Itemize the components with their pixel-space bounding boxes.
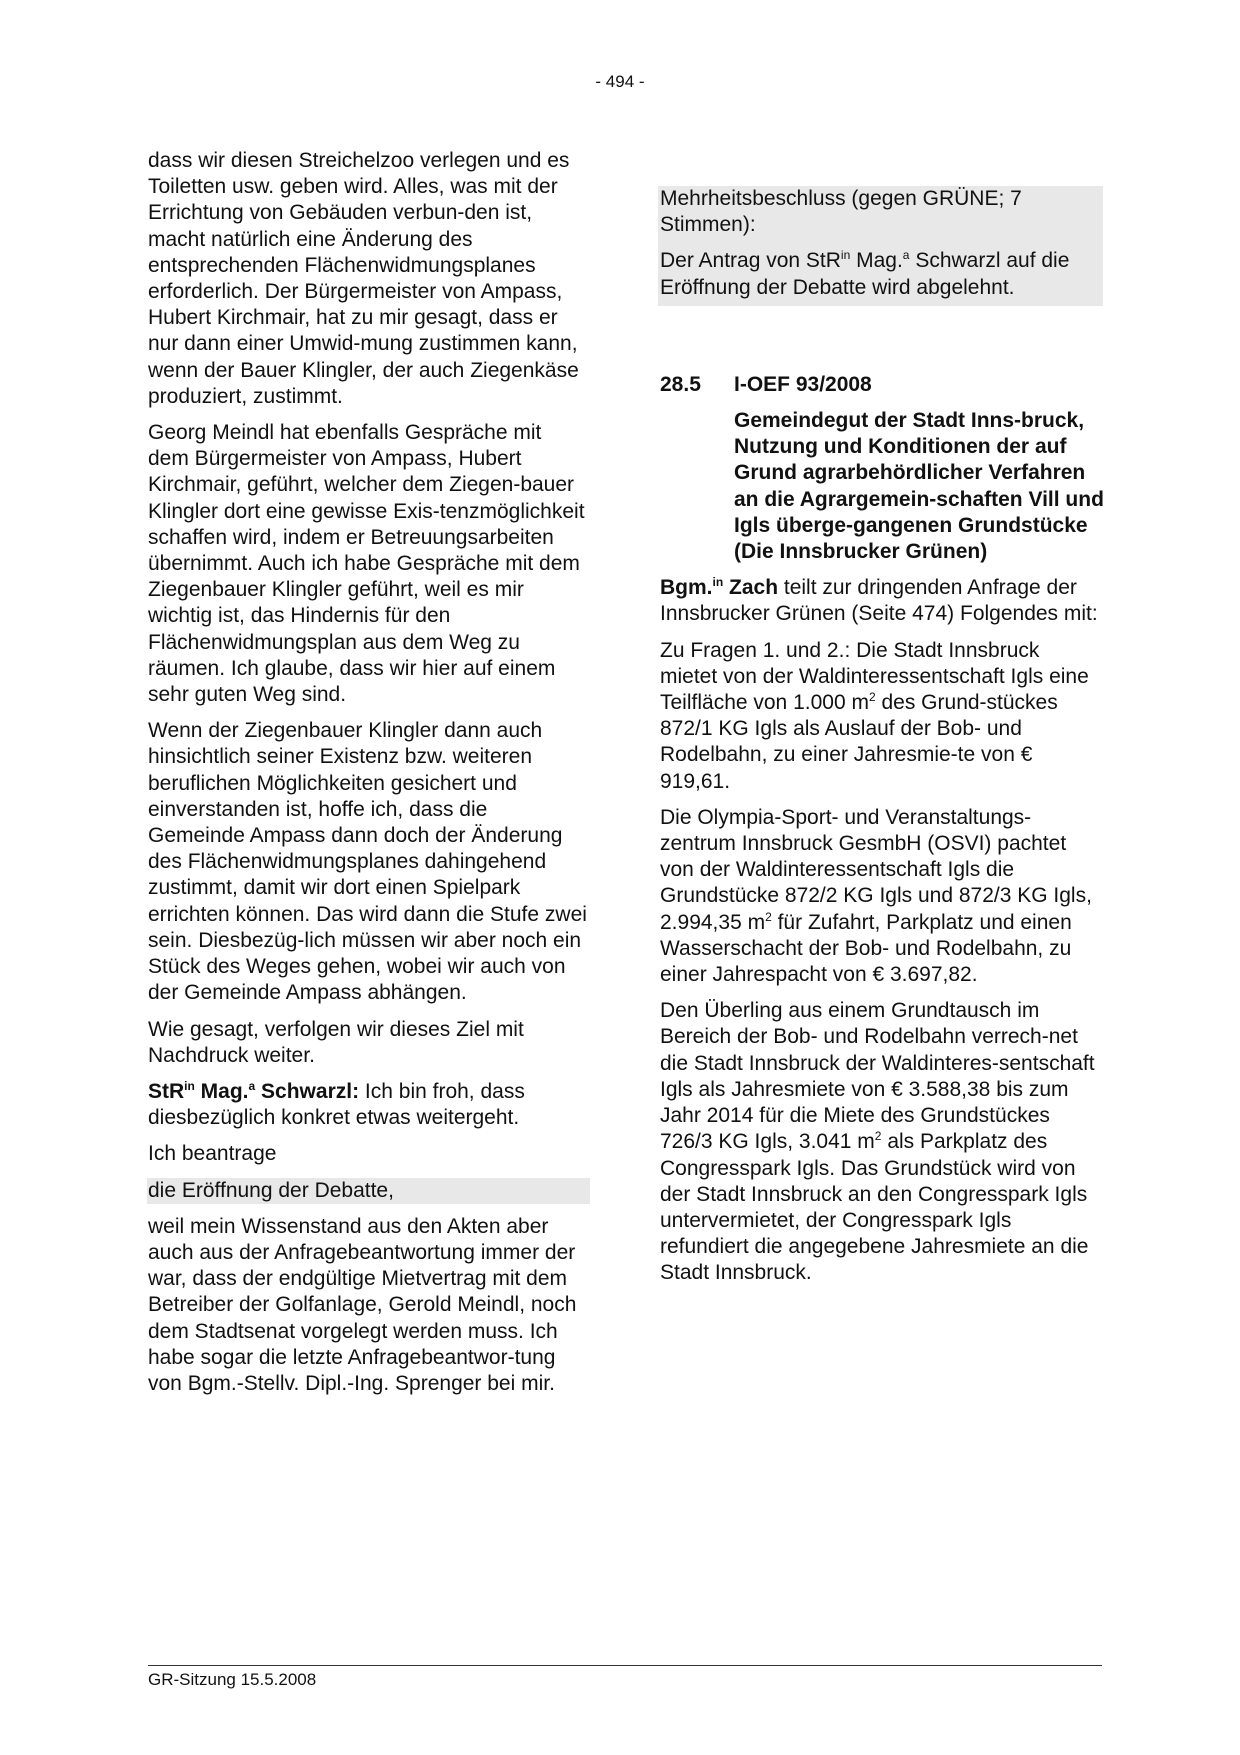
footer-divider [148, 1665, 1102, 1666]
speaker-name: Bgm.$^{in}$ Zach [660, 575, 779, 600]
resolution-text: Mehrheitsbeschluss (gegen GRÜNE; 7 Stimmen): [660, 187, 1022, 237]
right-column [660, 186, 1104, 1297]
agenda-code: I-OEF 93/2008 [734, 372, 872, 396]
paragraph: weil mein Wissenstand aus den Akten aber auch aus der Anfragebeantwortung immer der war, dass der endgültige Mietvertrag mit dem Betreiber der Golfanlage, Gerold Meindl, noch dem Stadtsenat vorgelegt werden muss. Ich habe sogar die letzte Anfragebeantwor-tung von Bgm.-Stellv. Dipl.-Ing. Sprenger bei mir. [148, 1214, 577, 1395]
page-number: - 494 - [595, 72, 645, 91]
agenda-heading [660, 372, 1100, 398]
paragraph: Wenn der Ziegenbauer Klingler dann auch hinsichtlich seiner Existenz bzw. weiteren beruflichen Möglichkeiten gesichert und einverstanden ist, hoffe ich, dass die Gemeinde Ampass dann doch der Änderung des Flächenwidmungsplanes dahingehend zustimmt, damit wir dort einen Spielpark errichten können. Das wird dann die Stufe zwei sein. Diesbezüg-lich müssen wir aber noch ein Stück des Weges gehen, wobei wir auch von der Gemeinde Ampass abhängen. [148, 719, 587, 1005]
footer-session-date: GR-Sitzung 15.5.2008 [148, 1670, 317, 1689]
resolution-box [658, 186, 1103, 306]
paragraph: Zu Fragen 1. und 2.: Die Stadt Innsbruck mietet von der Waldinteressentschaft Igls eine Teilfläche von 1.000 $m^2$ des Grund-stückes 872/1 KG Igls als Auslauf der Bob- und Rodelbahn, zu einer Jahresmie-te von € 919,61. [660, 638, 1089, 793]
paragraph: Die Olympia-Sport- und Veranstaltungs-zentrum Innsbruck GesmbH (OSVI) pachtet von der Waldinteressentschaft Igls die Grundstücke 872/2 KG Igls und 872/3 KG Igls, 2.994,35 $m^2$ für Zufahrt, Parkplatz und einen Wasserschacht der Bob- und Rodelbahn, zu einer Jahrespacht von € 3.697,82. [660, 805, 1092, 987]
paragraph: Georg Meindl hat ebenfalls Gespräche mit dem Bürgermeister von Ampass, Hubert Kirchmair, geführt, welcher dem Ziegen-bauer Klingler dort eine gewisse Exis-tenzmöglichkeit schaffen wird, indem er Betreuungsarbeiten übernimmt. Auch ich habe Gespräche mit dem Ziegenbauer Klingler geführt, weil es mir wichtig ist, das Hindernis für den Flächenwidmungsplan aus dem Weg zu räumen. Ich glaube, dass wir hier auf einem sehr guten Weg sind. [148, 421, 585, 707]
agenda-number: 28.5 [660, 372, 701, 396]
paragraph: Ich beantrage [148, 1142, 277, 1166]
speaker-text: teilt zur dringenden Anfrage der Innsbrucker Grünen (Seite 474) Folgendes mit: [660, 576, 1098, 626]
resolution-result: Der Antrag von StR$^{in}$ Mag.$^a$ Schwarzl auf die Eröffnung der Debatte wird abgelehnt. [660, 248, 1070, 299]
paragraph: dass wir diesen Streichelzoo verlegen und es Toiletten usw. geben wird. Alles, was mit der Errichtung von Gebäuden verbun-den ist, macht natürlich eine Änderung des entsprechenden Flächenwidmungsplanes erforderlich. Der Bürgermeister von Ampass, Hubert Kirchmair, hat zu mir gesagt, dass er nur dann einer Umwid-mung zustimmen kann, wenn der Bauer Klingler, der auch Ziegenkäse produziert, zustimmt. [148, 149, 579, 408]
paragraph: Den Überling aus einem Grundtausch im Bereich der Bob- und Rodelbahn verrech-net die Stadt Innsbruck der Waldinteres-sentschaft Igls als Jahresmiete von € 3.588,38 bis zum Jahr 2014 für die Miete des Grundstückes 726/3 KG Igls, 3.041 $m^2$ als Parkplatz des Congresspark Igls. Das Grundstück wird von der Stadt Innsbruck an den Congresspark Igls untervermietet, der Congresspark Igls refundiert die angegebene Jahresmiete an die Stadt Innsbruck. [660, 999, 1095, 1285]
speaker-paragraph [148, 1079, 588, 1131]
motion-box [147, 1178, 590, 1204]
speaker-text: Ich bin froh, dass diesbezüglich konkret etwas weitergeht. [148, 1079, 525, 1130]
speaker-name: StR$^{in}$ Mag.$^a$ Schwarzl: [148, 1078, 360, 1103]
agenda-title: Gemeindegut der Stadt Inns-bruck, Nutzung und Konditionen der auf Grund agrarbehördlicher Verfahren an die Agrargemein-schaften Vill und Igls überge-gangenen Grundstücke (Die Innsbrucker Grünen) [734, 409, 1104, 564]
speaker-paragraph [660, 575, 1100, 627]
motion-text: die Eröffnung der Debatte, [148, 1178, 394, 1202]
left-column [148, 148, 588, 1407]
paragraph: Wie gesagt, verfolgen wir dieses Ziel mit Nachdruck weiter. [148, 1017, 524, 1067]
